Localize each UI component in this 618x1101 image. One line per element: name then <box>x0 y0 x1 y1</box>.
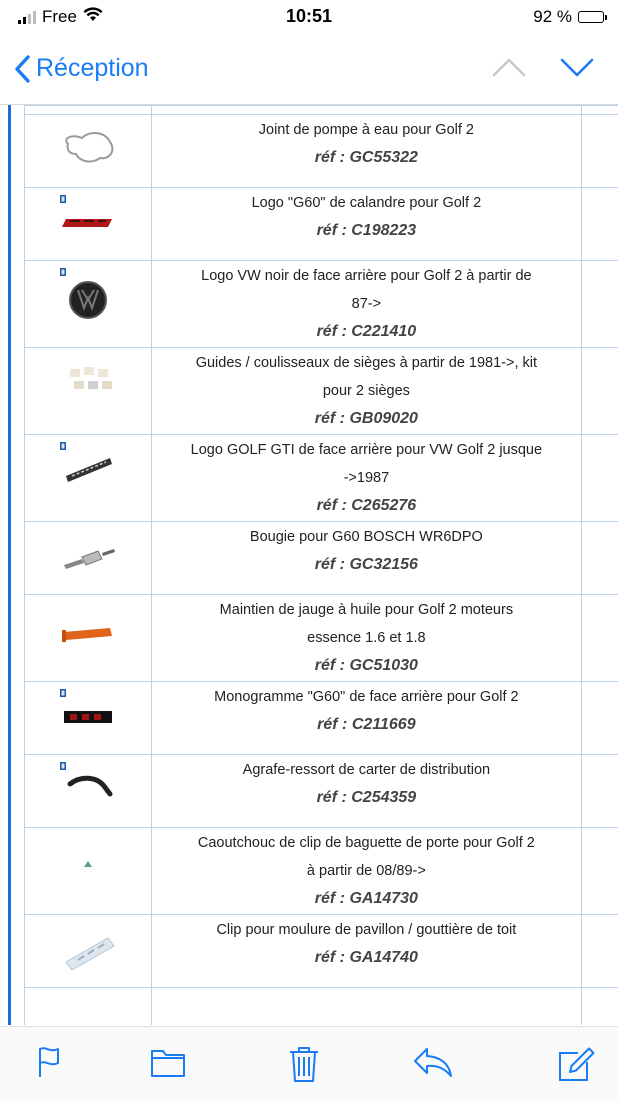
product-reference: réf : GA14740 <box>153 944 580 972</box>
product-description-cell <box>152 435 582 522</box>
reply-icon[interactable] <box>412 1045 454 1079</box>
vw-black-logo-icon[interactable] <box>26 262 150 332</box>
product-name-line: Caoutchouc de clip de baguette de porte pour Golf 2 <box>153 829 580 857</box>
table-row <box>25 988 618 1026</box>
empty-cell <box>581 682 618 755</box>
product-image-cell <box>25 261 152 348</box>
clock: 10:51 <box>0 6 618 27</box>
product-name-line: Monogramme "G60" de face arrière pour Golf 2 <box>153 683 580 711</box>
empty-cell <box>581 755 618 828</box>
empty-cell <box>581 261 618 348</box>
message-navigation <box>492 56 594 78</box>
product-image-cell <box>25 682 152 755</box>
navigation-bar <box>0 36 618 105</box>
table-row <box>25 595 618 682</box>
product-reference: réf : C254359 <box>153 784 580 812</box>
product-name-line: 87-> <box>153 290 580 318</box>
product-reference: réf : C221410 <box>153 318 580 346</box>
table-row <box>25 348 618 435</box>
product-reference: réf : GC51030 <box>153 652 580 680</box>
carrier-label: Free <box>42 7 77 27</box>
product-description-cell <box>152 682 582 755</box>
product-name-line: Bougie pour G60 BOSCH WR6DPO <box>153 523 580 551</box>
product-name-line: Guides / coulisseaux de sièges à partir de 1981->, kit <box>153 349 580 377</box>
product-reference: réf : GC32156 <box>153 551 580 579</box>
empty-cell <box>581 115 618 188</box>
door-clip-rubber-icon[interactable] <box>26 829 150 899</box>
roof-clip-icon[interactable] <box>26 916 150 986</box>
product-name-line: Clip pour moulure de pavillon / gouttière de toit <box>153 916 580 944</box>
product-reference: réf : GB09020 <box>153 405 580 433</box>
table-row <box>25 261 618 348</box>
product-image-cell <box>25 522 152 595</box>
table-row <box>25 755 618 828</box>
product-description-cell <box>152 188 582 261</box>
battery-info <box>533 7 604 27</box>
chevron-left-icon <box>14 55 30 83</box>
product-image-cell <box>25 188 152 261</box>
table-row <box>25 522 618 595</box>
g60-monogram-icon[interactable] <box>26 683 150 753</box>
product-description-cell <box>152 828 582 915</box>
back-label: Réception <box>36 54 149 83</box>
bottom-toolbar <box>0 1026 618 1101</box>
product-name-line: Logo "G60" de calandre pour Golf 2 <box>153 189 580 217</box>
product-image-cell <box>25 915 152 988</box>
product-image-cell <box>25 755 152 828</box>
product-description-cell <box>152 348 582 435</box>
product-name-line: Maintien de jauge à huile pour Golf 2 moteurs <box>153 596 580 624</box>
table-row <box>25 828 618 915</box>
empty-cell <box>581 595 618 682</box>
empty-cell <box>581 828 618 915</box>
product-image-cell <box>25 115 152 188</box>
g60-grille-logo-icon[interactable] <box>26 189 150 259</box>
status-bar <box>0 0 618 36</box>
product-description-cell <box>152 261 582 348</box>
product-description-cell <box>152 115 582 188</box>
spring-clip-icon[interactable] <box>26 756 150 826</box>
spark-plug-icon[interactable] <box>26 523 150 593</box>
seat-guides-icon[interactable] <box>26 349 150 419</box>
table-row <box>25 915 618 988</box>
empty-cell <box>581 522 618 595</box>
chevron-up-icon[interactable] <box>492 56 526 78</box>
product-image-cell <box>25 435 152 522</box>
quote-bar <box>8 105 11 1025</box>
trash-icon[interactable] <box>288 1045 320 1083</box>
back-button[interactable] <box>14 54 149 83</box>
product-description-cell <box>152 522 582 595</box>
battery-percent: 92 % <box>533 7 572 27</box>
compose-icon[interactable] <box>556 1045 596 1083</box>
product-image-cell <box>25 348 152 435</box>
product-name-line: ->1987 <box>153 464 580 492</box>
golf-gti-logo-icon[interactable] <box>26 436 150 506</box>
table-row <box>25 435 618 522</box>
product-description-cell <box>152 755 582 828</box>
table-row <box>25 115 618 188</box>
water-pump-gasket-icon[interactable] <box>26 116 150 186</box>
empty-cell <box>581 348 618 435</box>
empty-cell <box>581 915 618 988</box>
product-image-cell <box>25 828 152 915</box>
product-image-cell <box>25 595 152 682</box>
product-name-line: à partir de 08/89-> <box>153 857 580 885</box>
dipstick-holder-icon[interactable] <box>26 596 150 666</box>
product-name-line: pour 2 sièges <box>153 377 580 405</box>
product-reference: réf : GA14730 <box>153 885 580 913</box>
folder-icon[interactable] <box>150 1045 186 1079</box>
product-reference: réf : GC55322 <box>153 144 580 172</box>
product-name-line: Logo VW noir de face arrière pour Golf 2 à partir de <box>153 262 580 290</box>
table-top-row <box>25 106 618 115</box>
product-reference: réf : C265276 <box>153 492 580 520</box>
product-name-line: Logo GOLF GTI de face arrière pour VW Golf 2 jusque <box>153 436 580 464</box>
product-name-line: Agrafe-ressort de carter de distribution <box>153 756 580 784</box>
product-description-cell <box>152 595 582 682</box>
product-name-line: essence 1.6 et 1.8 <box>153 624 580 652</box>
product-name-line: Joint de pompe à eau pour Golf 2 <box>153 116 580 144</box>
product-reference: réf : C198223 <box>153 217 580 245</box>
email-body[interactable] <box>0 105 618 1025</box>
product-table <box>24 105 618 1025</box>
table-row <box>25 188 618 261</box>
product-reference: réf : C211669 <box>153 711 580 739</box>
flag-icon[interactable] <box>38 1045 60 1079</box>
table-row <box>25 682 618 755</box>
product-description-cell <box>152 915 582 988</box>
empty-cell <box>581 188 618 261</box>
chevron-down-icon[interactable] <box>560 56 594 78</box>
battery-icon <box>578 11 604 23</box>
empty-cell <box>581 435 618 522</box>
